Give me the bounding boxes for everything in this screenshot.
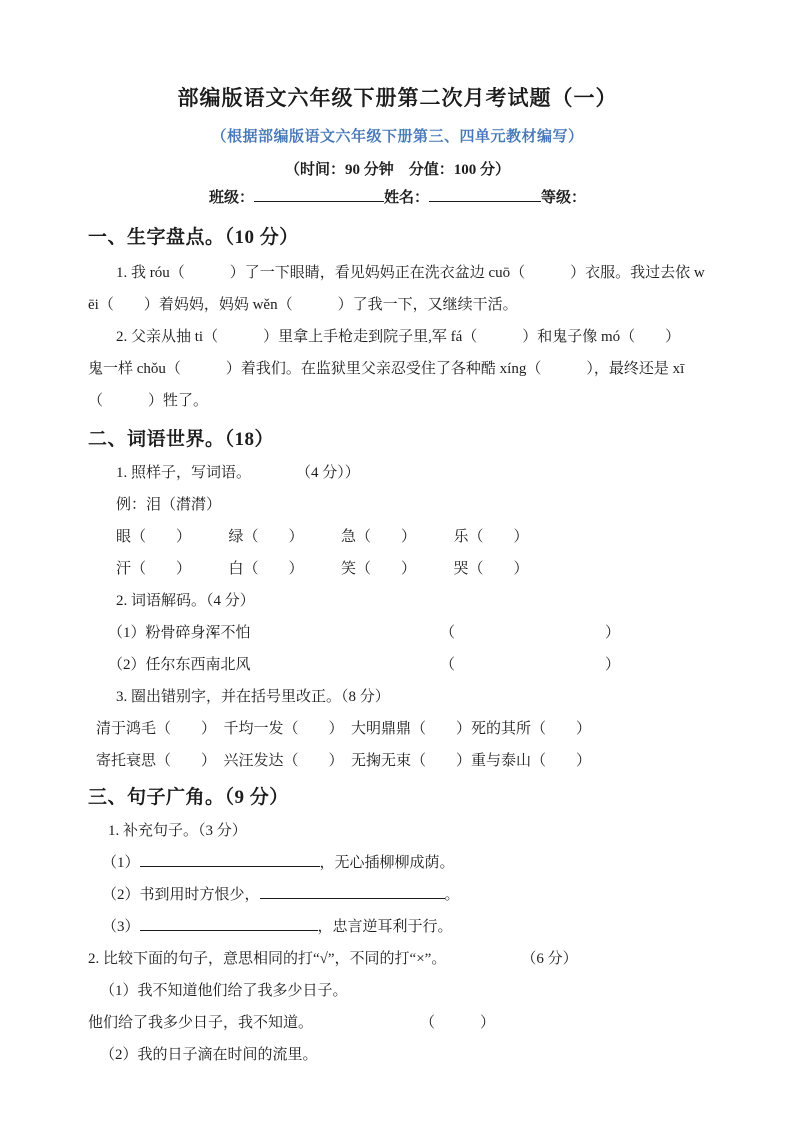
answer-blank-line: [260, 883, 445, 899]
sentence-pre: （2）书到用时方恨少，: [102, 887, 260, 903]
s1-q1-line-1: 1. 我 róu（ ）了一下眼睛，看见妈妈正在洗衣盆边 cuō（ ）衣服。我过去依 w: [116, 265, 705, 281]
s2-q1-example: 例：泪（潸潸）: [116, 497, 222, 513]
s1-q2-line-3: （ ）牲了。: [88, 393, 209, 409]
answer-blank-parens: （ ）: [440, 625, 621, 641]
s3-q1-item-1: [88, 847, 707, 879]
class-blank-line: [254, 187, 384, 202]
time-score-line: （时间：90 分钟 分值：100 分）: [284, 162, 510, 178]
name-blank-line: [429, 187, 541, 202]
section-3-heading: 三、句子广角。（9 分）: [88, 787, 289, 808]
sentence-text: 他们给了我多少日子，我不知道。: [88, 1015, 314, 1031]
s3-q1-title: 1. 补充句子。（3 分）: [108, 823, 247, 839]
s2-q1-row-1: 眼（ ） 绿（ ） 急（ ） 乐（ ）: [116, 529, 529, 545]
idiom-text-pre: （1）粉骨碎身: [108, 625, 206, 641]
s2-q2-item-1: [88, 617, 707, 649]
grade-label: 等级：: [541, 190, 587, 206]
idiom-text-pre: （2）任: [108, 657, 161, 673]
answer-blank-line: [140, 915, 318, 931]
s1-q2-line-1: 2. 父亲从抽 ti（ ）里拿上手枪走到院子里,军 fá（ ）和鬼子像 mó（ ）: [116, 329, 681, 345]
s2-q1-title: 1. 照样子，写词语。 （4 分））: [116, 465, 360, 481]
s3-q1-item-2: [88, 879, 707, 911]
s3-q2-title: 2. 比较下面的句子，意思相同的打“√”，不同的打“×”。 （6 分）: [88, 951, 578, 967]
sentence-post: ，忠言逆耳利于行。: [317, 919, 453, 935]
sentence-post: ，无心插柳柳成荫。: [319, 855, 455, 871]
sentence-pre: （3）: [102, 919, 140, 935]
s3-q2-item-1-sentence-a: （1）我不知道他们给了我多少日子。: [100, 983, 348, 999]
s2-q3-row-1: 清于鸿毛（ ） 千均一发（ ） 大明鼎鼎（ ）死的其所（ ）: [96, 721, 592, 737]
answer-blank-line: [140, 851, 320, 867]
exam-subtitle: （根据部编版语文六年级下册第三、四单元教材编写）: [211, 129, 584, 145]
answer-blank-parens: （ ）: [420, 1015, 496, 1031]
s3-q2-item-2-sentence: （2）我的日子滴在时间的流里。: [100, 1047, 318, 1063]
sentence-pre: （1）: [102, 855, 140, 871]
section-1-heading: 一、生字盘点。（10 分）: [88, 227, 299, 248]
s2-q1-row-2: 汗（ ） 白（ ） 笑（ ） 哭（ ）: [116, 561, 529, 577]
s3-q2-item-1-sentence-b: [88, 1007, 707, 1039]
idiom-text-post: 东西南北风: [175, 657, 251, 673]
s2-q3-row-2: 寄托衰思（ ） 兴汪发达（ ） 无掬无束（ ）重与泰山（ ）: [96, 753, 592, 769]
s1-q1-line-2: ēi（ ）着妈妈，妈妈 wěn（ ）了我一下，又继续干活。: [88, 297, 518, 313]
sentence-post: 。: [444, 887, 460, 903]
s3-q1-item-3: [88, 911, 707, 943]
answer-blank-parens: （ ）: [440, 657, 621, 673]
emphasized-character: 尔 ·: [161, 657, 176, 673]
s1-q2-line-2: 鬼一样 chǒu（ ）着我们。在监狱里父亲忍受住了各种酷 xíng（ ），最终还是 xī: [88, 361, 685, 377]
s2-q2-title: 2. 词语解码。（4 分）: [116, 593, 255, 609]
idiom-text-post: 不怕: [220, 625, 251, 641]
student-info-line: [88, 187, 707, 209]
exam-title: 部编版语文六年级下册第二次月考试题（一）: [177, 86, 618, 110]
name-label: 姓名：: [383, 190, 429, 206]
emphasized-character: 浑 ·: [206, 625, 221, 641]
section-2-heading: 二、词语世界。（18）: [88, 429, 275, 450]
s2-q3-title: 3. 圈出错别字，并在括号里改正。（8 分）: [116, 689, 390, 705]
class-label: 班级：: [208, 190, 254, 206]
s2-q2-item-2: [88, 649, 707, 681]
